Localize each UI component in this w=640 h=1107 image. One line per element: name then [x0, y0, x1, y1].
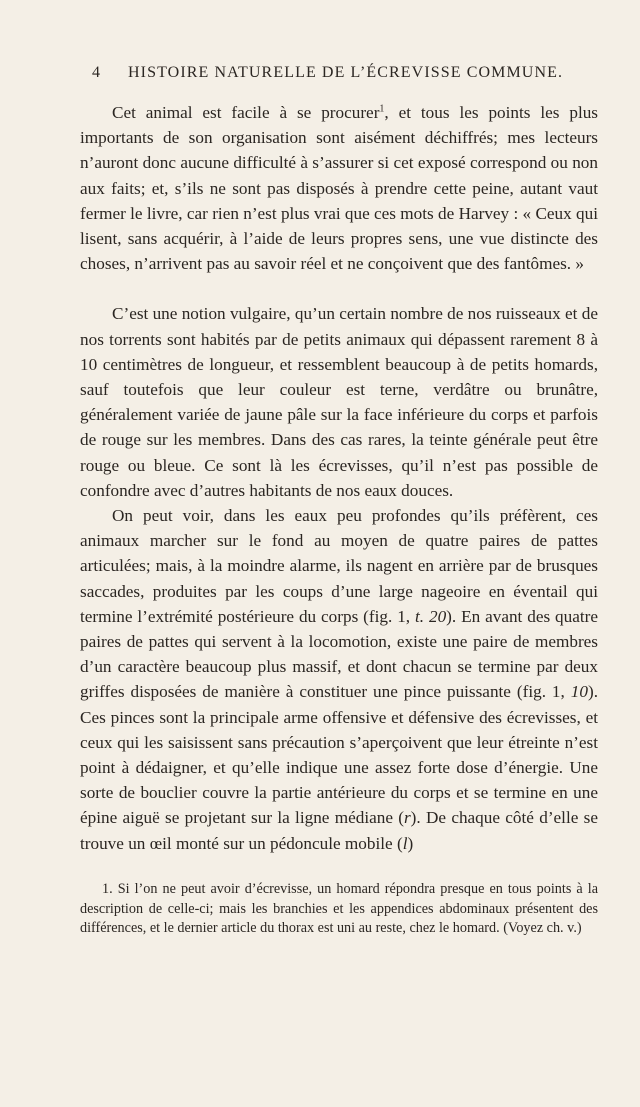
footnote-reference: 1 — [379, 103, 385, 115]
main-text — [80, 100, 598, 856]
figure-reference: 10 — [570, 682, 588, 702]
footnotes — [80, 880, 598, 939]
running-header — [92, 64, 582, 82]
paragraph-3: On peut voir, dans les eaux peu profondes qu’ils préfèrent, ces animaux marcher sur le fond au moyen de quatre paires de pattes articulées; mais, à la moindre alarme, ils nagent en arrière par de brusques saccades, produites par les coups d’une large nageoire en éventail qui termine l’extrémité postérieure du corps (fig. 1, t. 20). En avant des quatre paires de pattes qui servent à la locomotion, existe une paire de membres d’un caractère beaucoup plus massif, et dont chacun se termine par deux griffes disposées de manière à constituer une pince puissante (fig. 1, 10). Ces pinces sont la principale arme offensive et défensive des écrevisses, et ceux qui les saisissent sans précaution s’aperçoivent que leur étreinte n’est point à dédaigner, et qu’elle indique une assez forte dose d’énergie. Une sorte de bouclier couvre la partie antérieure du corps et se termine en une épine aiguë se projetant sur la ligne médiane (r). De chaque côté d’elle se trouve un œil monté sur un pédoncule mobile (l) — [80, 506, 598, 853]
figure-reference: t. 20 — [415, 606, 447, 626]
figure-reference: l — [402, 833, 408, 853]
footnote-number: 1. — [102, 881, 113, 897]
footnote-1 — [80, 880, 598, 939]
running-title: HISTOIRE NATURELLE DE L’ÉCREVISSE COMMUNE. — [128, 64, 564, 81]
figure-reference: r — [403, 808, 411, 828]
paragraph-1: Cet animal est facile à se procurer$^1$, et tous les points les plus importants de son organisation sont aisément déchiffrés; mes lecteurs n’auront donc aucune difficulté à s’assurer si cet exposé correspond ou non aux faits; et, s’ils ne sont pas disposés à prendre cette peine, autant vaut fermer le livre, car rien n’est plus vrai que ces mots de Harvey : « Ceux qui lisent, sans acquérir, à l’aide de leurs propres sens, une vue distincte des choses, n’arrivent pas au savoir réel et ne conçoivent que des fantômes. » — [80, 103, 598, 274]
footnote-text: Si l’on ne peut avoir d’écrevisse, un homard répondra presque en tous points à la description de celle-ci; mais les branchies et les appendices abdominaux présentent des différences, et le dernier article du thorax est uni au reste, chez le homard. (Voyez ch. v.) — [80, 881, 599, 937]
paragraph-2: C’est une notion vulgaire, qu’un certain nombre de nos ruisseaux et de nos torrents sont habités par de petits animaux qui dépassent rarement 8 à 10 centimètres de longueur, et ressemblent beaucoup à de petits homards, sauf toutefois que leur couleur est terne, verdâtre ou brunâtre, généralement variée de jaune pâle sur la face inférieure du corps et parfois de rouge sur les membres. Dans des cas rares, la teinte générale peut être rouge ou bleue. Ce sont là les écrevisses, qu’il n’est pas possible de confondre avec d’autres habitants de nos eaux douces. — [80, 304, 598, 500]
page-number: 4 — [92, 64, 102, 81]
